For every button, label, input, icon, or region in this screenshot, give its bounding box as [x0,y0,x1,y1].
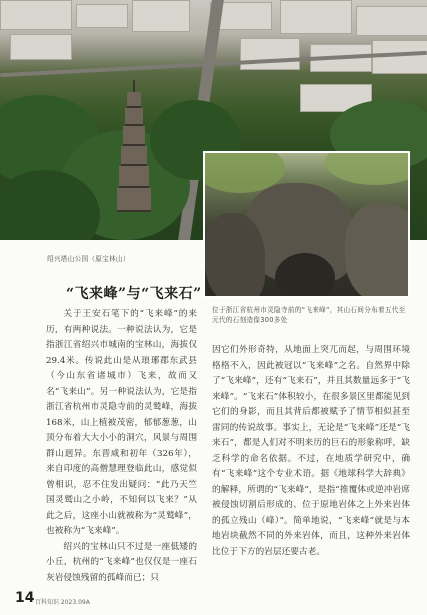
city-building [0,0,72,30]
body-column-right [212,343,410,560]
body-paragraph: 因它们外形奇特，从地面上突兀而起，与周围环境格格不入，因此被冠以“飞来峰”之名。自然界中除了“飞来峰”，还有“飞来石”，并且其数量远多于“飞来峰”。“飞来石”体积较小，在很多景区里都能见到它们的身影，而且其背后都被赋予了情节相似甚至雷同的传说故事。事实上，无论是“飞来峰”还是“飞来石”，都是人们对不明来历的巨石的形象称呼，缺乏科学的命名依据。不过，在地质学研究中，确有“飞来峰”这个专业术语。据《地球科学大辞典》的解释，所谓的“飞来峰”，是指“推覆体或逆冲岩席被侵蚀切割后形成的、位于原地岩体之上外来岩体的孤立残山（峰）”。简单地说，“飞来峰”就是与本地岩块截然不同的外来岩体，而且，这种外来岩体比位于下方的岩层还要古老。 [212,345,410,557]
foliage [325,151,410,185]
body-paragraph: 绍兴的宝林山只不过是一座低矮的小丘，杭州的“飞来峰”也仅仅是一座石灰岩侵蚀残留的孤峰而已；只 [46,541,197,583]
city-building [10,34,72,60]
inset-photo-feilaifeng-rocks [203,151,410,298]
page-number: 14 [15,590,35,606]
limestone-rock [205,213,265,298]
city-building [240,38,300,70]
inset-photo-caption: 位于浙江省杭州市灵隐寺前的“飞来峰”，其山石间分布着五代至元代的石刻造像300多处 [212,306,406,324]
body-paragraph: 关于王安石笔下的“飞来峰”的来历，有两种说法。一种说法认为，它是指浙江省绍兴市城南的宝林山，海拔仅29.4米。传说此山是从琅琊郡东武县（今山东省诸城市）飞来，故而又名“飞来山”。另一种说法认为，它是指浙江省杭州市灵隐寺前的灵鹫峰，海拔168米，山上植被茂密，郁郁葱葱，山顶分布着大大小小的洞穴，风景与周围群山迥异。东晋咸和初年（326年），来自印度的高僧慧理登临此山，感觉似曾相识，忍不住发出疑问：“此乃天竺国灵鹫山之小岭，不知何以飞来？”从此之后，这座小山就被称为“灵鹫峰”，也被称为“飞来峰”。 [46,309,197,536]
publication-name: 百科知识 2023.09A [35,599,90,606]
cave-opening [275,253,335,298]
article-section-title: “飞来峰”与“飞来石” [66,286,202,302]
body-column-left [46,307,197,586]
limestone-rock [345,203,410,298]
city-building [76,4,128,28]
pagoda [116,80,152,240]
city-building [280,0,352,34]
main-photo-caption: 绍兴塔山公园（原宝林山） [47,255,130,263]
city-building [132,0,190,32]
city-building [356,6,427,36]
